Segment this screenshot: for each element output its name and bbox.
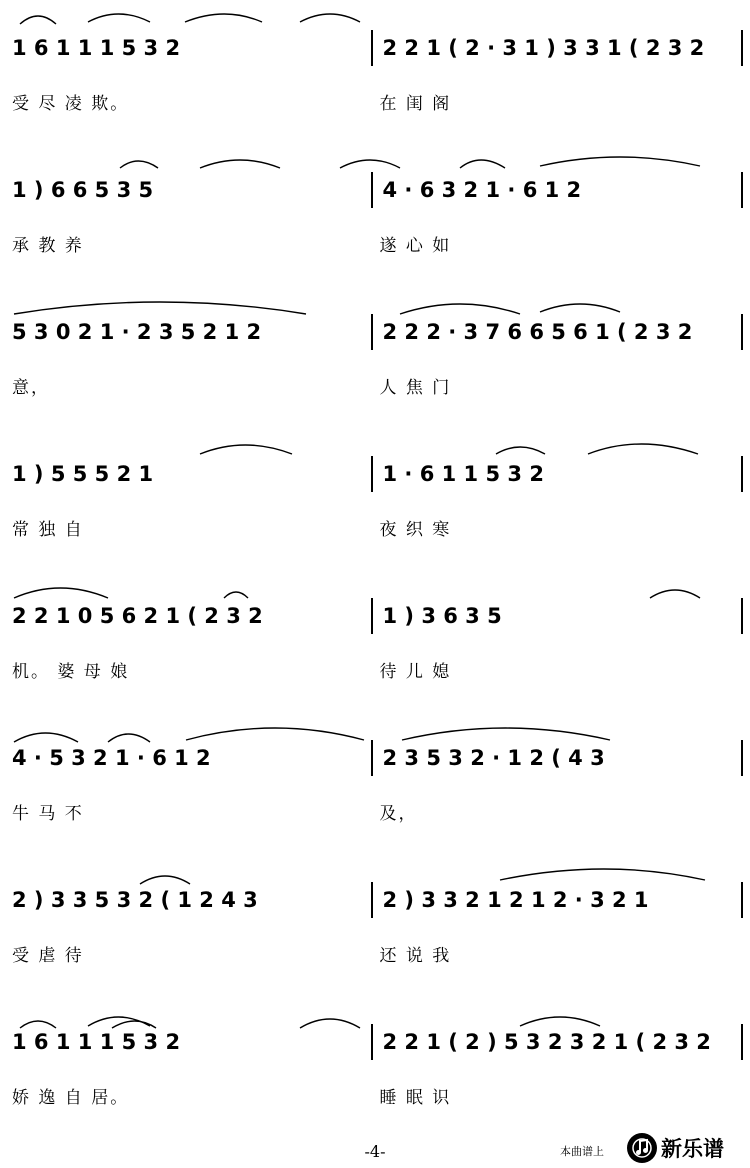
score-line xyxy=(0,432,750,582)
lyric-text: 还 说 我 xyxy=(379,945,452,966)
bar-line xyxy=(371,740,373,776)
measure-notes: 4 · 5 3 2 1 · 6 1 2 xyxy=(12,746,211,770)
bar-line xyxy=(741,1024,743,1060)
lyrics-row xyxy=(8,86,743,116)
bar-line xyxy=(741,882,743,918)
measure-notes: 5 3 0 2 1 · 2 3 5 2 1 2 xyxy=(12,320,262,344)
bar-line xyxy=(741,740,743,776)
measure-notes: 2 2 2 · 3 7 6 6 5 6 1 ( 2 3 2 xyxy=(382,320,693,344)
score-line xyxy=(0,6,750,156)
notation-row xyxy=(8,28,743,68)
score-line xyxy=(0,858,750,1008)
bar-line xyxy=(371,882,373,918)
measure-notes: 4 · 6 3 2 1 · 6 1 2 xyxy=(382,178,582,202)
bar-line xyxy=(371,172,373,208)
lyric-text: 受 尽 凌 欺。 xyxy=(12,93,130,114)
site-logo[interactable] xyxy=(626,1132,724,1164)
lyric-text: 夜 织 寒 xyxy=(379,519,452,540)
bar-line xyxy=(741,456,743,492)
measure-notes: 2 3 5 3 2 · 1 2 ( 4 3 xyxy=(382,746,605,770)
lyric-text: 意， xyxy=(12,377,50,398)
bar-line xyxy=(741,598,743,634)
measure-notes: 1 6 1 1 1 5 3 2 xyxy=(12,1030,181,1054)
lyrics-row xyxy=(8,938,743,968)
notation-row xyxy=(8,596,743,636)
score-line xyxy=(0,148,750,298)
lyric-text: 机。 婆 母 娘 xyxy=(12,661,130,682)
notation-row xyxy=(8,454,743,494)
bar-line xyxy=(371,456,373,492)
measure-notes: 1 6 1 1 1 5 3 2 xyxy=(12,36,181,60)
measure-notes: 1 ) 6 6 5 3 5 xyxy=(12,178,154,202)
measure-notes: 2 ) 3 3 2 1 2 1 2 · 3 2 1 xyxy=(382,888,649,912)
measure-notes: 2 2 1 0 5 6 2 1 ( 2 3 2 xyxy=(12,604,263,628)
measure-notes: 1 ) 5 5 5 2 1 xyxy=(12,462,154,486)
lyrics-row xyxy=(8,796,743,826)
lyrics-row xyxy=(8,654,743,684)
score-line xyxy=(0,574,750,724)
lyric-text: 遂 心 如 xyxy=(379,235,452,256)
page-number: -4- xyxy=(364,1142,386,1161)
measure-notes: 2 ) 3 3 5 3 2 ( 1 2 4 3 xyxy=(12,888,258,912)
bar-line xyxy=(741,30,743,66)
lyric-text: 及， xyxy=(379,803,418,824)
lyric-text: 牛 马 不 xyxy=(12,803,84,824)
lyric-text: 受 虐 待 xyxy=(12,945,84,966)
music-note-icon xyxy=(626,1132,658,1164)
logo-text: 新乐谱 xyxy=(661,1137,724,1161)
bar-line xyxy=(741,314,743,350)
measure-notes: 2 2 1 ( 2 · 3 1 ) 3 3 1 ( 2 3 2 xyxy=(382,36,705,60)
notation-row xyxy=(8,170,743,210)
lyric-text: 人 焦 门 xyxy=(379,377,452,398)
notation-row xyxy=(8,738,743,778)
lyric-text: 娇 逸 自 居。 xyxy=(12,1087,130,1108)
lyric-text: 睡 眠 识 xyxy=(379,1087,452,1108)
score-line xyxy=(0,716,750,866)
lyrics-row xyxy=(8,228,743,258)
lyrics-row xyxy=(8,370,743,400)
bar-line xyxy=(371,314,373,350)
lyric-text: 常 独 自 xyxy=(12,519,84,540)
bar-line xyxy=(371,30,373,66)
bar-line xyxy=(741,172,743,208)
notation-row xyxy=(8,312,743,352)
score-line xyxy=(0,290,750,440)
score-line xyxy=(0,1000,750,1150)
measure-notes: 1 · 6 1 1 5 3 2 xyxy=(382,462,544,486)
notation-row xyxy=(8,1022,743,1062)
lyric-text: 待 儿 媳 xyxy=(379,661,452,682)
lyric-text: 在 闺 阁 xyxy=(379,93,452,114)
measure-notes: 2 2 1 ( 2 ) 5 3 2 3 2 1 ( 2 3 2 xyxy=(382,1030,711,1054)
bar-line xyxy=(371,1024,373,1060)
lyrics-row xyxy=(8,512,743,542)
bar-line xyxy=(371,598,373,634)
lyrics-row xyxy=(8,1080,743,1110)
source-credit: 本曲谱上 xyxy=(560,1145,604,1158)
notation-row xyxy=(8,880,743,920)
lyric-text: 承 教 养 xyxy=(12,235,84,256)
measure-notes: 1 ) 3 6 3 5 xyxy=(382,604,502,628)
